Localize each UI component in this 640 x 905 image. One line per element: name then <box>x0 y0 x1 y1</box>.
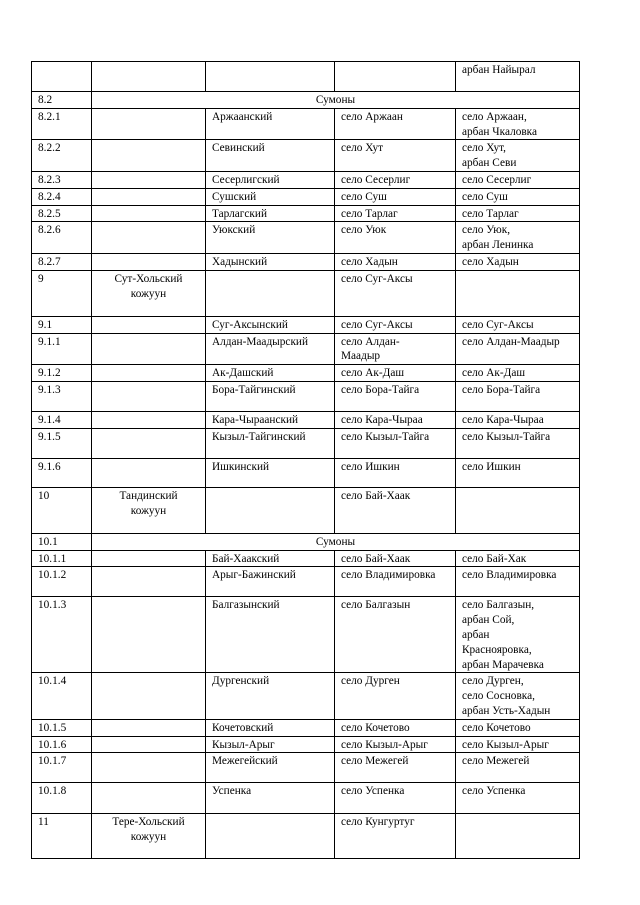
row-number-cell: 8.2.4 <box>32 188 92 205</box>
municipality-name-cell: Бай-Хаакский <box>206 550 335 567</box>
district-cell <box>92 673 206 719</box>
district-cell: Сут-Хольский кожуун <box>92 270 206 316</box>
municipality-name-cell: Кызыл-Тайгинский <box>206 428 335 458</box>
district-cell <box>92 188 206 205</box>
district-cell <box>92 108 206 140</box>
district-cell <box>92 222 206 254</box>
settlements-cell: село Ишкин <box>456 458 580 487</box>
municipality-name-cell: Аржаанский <box>206 108 335 140</box>
table-row <box>32 567 580 597</box>
admin-center-cell <box>335 62 456 92</box>
district-cell <box>92 411 206 428</box>
admin-center-cell: село Дурген <box>335 673 456 719</box>
row-number-cell: 9.1.2 <box>32 365 92 382</box>
row-number-cell: 8.2.5 <box>32 205 92 222</box>
row-number-cell: 10.1.5 <box>32 719 92 736</box>
row-number-cell: 10.1.3 <box>32 597 92 673</box>
district-cell <box>92 316 206 333</box>
section-label-cell: Сумоны <box>92 533 580 550</box>
municipality-name-cell: Сесерлигский <box>206 171 335 188</box>
settlements-cell: арбан Найырал <box>456 62 580 92</box>
row-number-cell: 10 <box>32 487 92 533</box>
admin-center-cell: село Кунгуртуг <box>335 814 456 859</box>
row-number-cell: 9.1.1 <box>32 333 92 365</box>
district-cell <box>92 171 206 188</box>
municipality-name-cell: Ак-Дашский <box>206 365 335 382</box>
table-row <box>32 736 580 753</box>
row-number-cell: 8.2 <box>32 92 92 109</box>
row-number-cell: 8.2.7 <box>32 253 92 270</box>
settlements-cell: село Ак-Даш <box>456 365 580 382</box>
table-row <box>32 381 580 411</box>
settlements-cell: село Алдан-Маадыр <box>456 333 580 365</box>
row-number-cell: 9.1.5 <box>32 428 92 458</box>
row-number-cell: 9.1 <box>32 316 92 333</box>
settlements-cell: село Владимировка <box>456 567 580 597</box>
settlements-cell: село Хадын <box>456 253 580 270</box>
table-row <box>32 719 580 736</box>
settlements-cell: село Суш <box>456 188 580 205</box>
table-row <box>32 171 580 188</box>
admin-center-cell: село Сесерлиг <box>335 171 456 188</box>
settlements-cell: село Хут, арбан Севи <box>456 140 580 172</box>
admin-center-cell: село Балгазын <box>335 597 456 673</box>
row-number-cell: 8.2.1 <box>32 108 92 140</box>
admin-center-cell: село Бай-Хаак <box>335 550 456 567</box>
district-cell <box>92 736 206 753</box>
municipality-name-cell: Кара-Чыраанский <box>206 411 335 428</box>
admin-center-cell: село Ишкин <box>335 458 456 487</box>
table-row <box>32 597 580 673</box>
table-row <box>32 316 580 333</box>
row-number-cell: 10.1.2 <box>32 567 92 597</box>
district-cell <box>92 333 206 365</box>
settlements-cell: село Балгазын, арбан Сой, арбан Красноярoвка, арбан Марачевка <box>456 597 580 673</box>
section-row <box>32 92 580 109</box>
district-cell <box>92 753 206 783</box>
admin-center-cell: село Бора-Тайга <box>335 381 456 411</box>
district-cell <box>92 365 206 382</box>
district-cell <box>92 719 206 736</box>
row-number-cell: 9.1.4 <box>32 411 92 428</box>
settlements-cell <box>456 487 580 533</box>
admin-center-cell: село Межегей <box>335 753 456 783</box>
district-cell <box>92 205 206 222</box>
settlements-cell: село Кызыл-Тайга <box>456 428 580 458</box>
row-number-cell: 10.1 <box>32 533 92 550</box>
table-row <box>32 458 580 487</box>
municipality-name-cell: Арыг-Бажинский <box>206 567 335 597</box>
municipality-name-cell: Суг-Аксынский <box>206 316 335 333</box>
admin-center-cell: село Кызыл-Арыг <box>335 736 456 753</box>
table-row <box>32 428 580 458</box>
admin-center-cell: село Суш <box>335 188 456 205</box>
municipality-name-cell: Сушский <box>206 188 335 205</box>
table-row <box>32 205 580 222</box>
row-number-cell: 10.1.4 <box>32 673 92 719</box>
row-number-cell: 9.1.3 <box>32 381 92 411</box>
municipality-name-cell <box>206 814 335 859</box>
settlements-cell <box>456 814 580 859</box>
table-row <box>32 487 580 533</box>
municipality-name-cell: Дургенский <box>206 673 335 719</box>
admin-center-cell: село Успенка <box>335 783 456 814</box>
municipality-name-cell: Тарлагский <box>206 205 335 222</box>
row-number-cell: 10.1.7 <box>32 753 92 783</box>
row-number-cell: 8.2.3 <box>32 171 92 188</box>
row-number-cell: 9.1.6 <box>32 458 92 487</box>
admin-center-cell: село Хадын <box>335 253 456 270</box>
municipality-name-cell: Хадынский <box>206 253 335 270</box>
row-number-cell: 10.1.6 <box>32 736 92 753</box>
table-row <box>32 108 580 140</box>
municipality-name-cell: Ишкинский <box>206 458 335 487</box>
admin-center-cell: село Тарлаг <box>335 205 456 222</box>
municipality-name-cell: Межегейский <box>206 753 335 783</box>
settlements-cell <box>456 270 580 316</box>
municipality-name-cell: Кочетовский <box>206 719 335 736</box>
admin-center-cell: село Уюк <box>335 222 456 254</box>
settlements-cell: село Кочетово <box>456 719 580 736</box>
district-cell <box>92 567 206 597</box>
district-cell <box>92 783 206 814</box>
admin-center-cell: село Кара-Чыраа <box>335 411 456 428</box>
district-cell <box>92 62 206 92</box>
district-cell <box>92 458 206 487</box>
table-row <box>32 140 580 172</box>
row-number-cell: 11 <box>32 814 92 859</box>
table-row <box>32 673 580 719</box>
row-number-cell: 9 <box>32 270 92 316</box>
table-body <box>32 62 580 859</box>
row-number-cell: 10.1.1 <box>32 550 92 567</box>
admin-center-cell: село Владимировка <box>335 567 456 597</box>
municipality-name-cell <box>206 270 335 316</box>
table-row <box>32 550 580 567</box>
table-row <box>32 814 580 859</box>
table-row <box>32 411 580 428</box>
settlements-cell: село Тарлаг <box>456 205 580 222</box>
section-row <box>32 533 580 550</box>
row-number-cell: 10.1.8 <box>32 783 92 814</box>
admin-center-cell: село Суг-Аксы <box>335 316 456 333</box>
municipality-name-cell <box>206 62 335 92</box>
table-row <box>32 270 580 316</box>
admin-center-cell: село Кызыл-Тайга <box>335 428 456 458</box>
settlements-cell: село Уюк, арбан Ленинка <box>456 222 580 254</box>
district-cell <box>92 253 206 270</box>
row-number-cell <box>32 62 92 92</box>
municipality-name-cell: Уюкский <box>206 222 335 254</box>
district-cell: Тере-Хольский кожуун <box>92 814 206 859</box>
settlements-cell: село Сесерлиг <box>456 171 580 188</box>
admin-center-cell: село Ак-Даш <box>335 365 456 382</box>
settlements-cell: село Аржаан, арбан Чкаловка <box>456 108 580 140</box>
admin-center-cell: село Хут <box>335 140 456 172</box>
settlements-cell: село Межегей <box>456 753 580 783</box>
admin-center-cell: село Бай-Хаак <box>335 487 456 533</box>
table-row <box>32 253 580 270</box>
table-row <box>32 188 580 205</box>
table-row <box>32 222 580 254</box>
municipality-name-cell: Бора-Тайгинский <box>206 381 335 411</box>
settlements-cell: село Суг-Аксы <box>456 316 580 333</box>
settlements-cell: село Бора-Тайга <box>456 381 580 411</box>
district-cell <box>92 550 206 567</box>
row-number-cell: 8.2.2 <box>32 140 92 172</box>
municipality-name-cell: Балгазынский <box>206 597 335 673</box>
table-row <box>32 333 580 365</box>
table-row <box>32 783 580 814</box>
settlements-table <box>31 61 580 859</box>
district-cell <box>92 381 206 411</box>
municipality-name-cell: Севинский <box>206 140 335 172</box>
admin-center-cell: село Суг-Аксы <box>335 270 456 316</box>
district-cell <box>92 428 206 458</box>
municipality-name-cell: Успенка <box>206 783 335 814</box>
municipality-name-cell: Кызыл-Арыг <box>206 736 335 753</box>
district-cell: Тандинский кожуун <box>92 487 206 533</box>
district-cell <box>92 140 206 172</box>
municipality-name-cell: Алдан-Маадырский <box>206 333 335 365</box>
settlements-cell: село Успенка <box>456 783 580 814</box>
section-label-cell: Сумоны <box>92 92 580 109</box>
table-row <box>32 365 580 382</box>
municipality-name-cell <box>206 487 335 533</box>
settlements-cell: село Кара-Чыраа <box>456 411 580 428</box>
row-number-cell: 8.2.6 <box>32 222 92 254</box>
district-cell <box>92 597 206 673</box>
admin-center-cell: село Алдан- Маадыр <box>335 333 456 365</box>
settlements-cell: село Кызыл-Арыг <box>456 736 580 753</box>
table-row <box>32 62 580 92</box>
settlements-cell: село Дурген, село Сосновка, арбан Усть-Хадын <box>456 673 580 719</box>
table-row <box>32 753 580 783</box>
admin-center-cell: село Кочетово <box>335 719 456 736</box>
admin-center-cell: село Аржаан <box>335 108 456 140</box>
settlements-cell: село Бай-Хак <box>456 550 580 567</box>
